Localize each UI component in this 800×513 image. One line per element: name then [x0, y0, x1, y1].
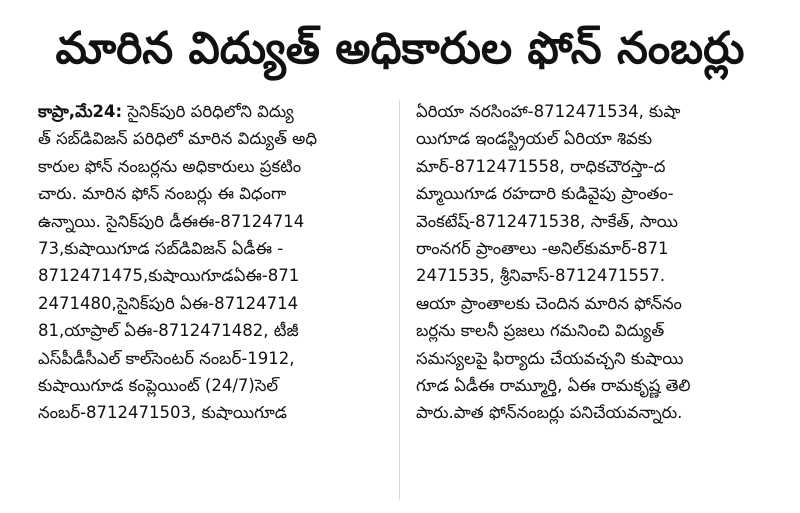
article-line: 8712471475,కుషాయిగూడఏఈ-871	[38, 266, 300, 286]
article-line	[38, 98, 383, 125]
article-line: ఆయా ప్రాంతాలకు చెందిన మారిన ఫోన్‌నం	[416, 293, 682, 313]
article-line: మ్మాయిగూడ రహదారి కుడివైపు ప్రాంతం-	[416, 184, 674, 204]
article-line: 81,యాప్రాల్‌ ఏఈ-8712471482, టీజీ	[38, 321, 299, 341]
article-line: యిగూడ ఇండస్ట్రియల్‌ ఏరియా శివకు	[416, 129, 653, 149]
article-line: నంబర్‌-8712471503, కుషాయిగూడ	[38, 403, 287, 423]
article-line: 73,కుషాయిగూడ సబ్‌డివిజన్‌ ఏడీఈ -	[38, 238, 284, 258]
article-line: ఏరియా నరసింహా-8712471534, కుషా	[416, 102, 681, 121]
article-line: బర్లను కాలనీ ప్రజలు గమనించి విద్యుత్‌	[416, 321, 665, 341]
column-divider	[399, 100, 400, 500]
article-line: కారుల ఫోన్‌ నంబర్లను అధికారులు ప్రకటిం	[38, 156, 302, 176]
article-line: వెంకటేష్‌-8712471538, సాకేత్‌, సాయి	[416, 211, 678, 231]
headline: మారిన విద్యుత్‌ అధికారుల ఫోన్‌ నంబర్లు	[55, 23, 745, 74]
article-line: ఎస్‌పీడీసీఎల్‌ కాల్‌సెంటర్‌ నంబర్‌-1912,	[38, 348, 295, 368]
article-line: 2471535, శ్రీనివాస్‌-8712471557.	[416, 266, 666, 286]
article-line-text: సైనిక్‌పురి పరిధిలోని విద్యు	[122, 102, 294, 121]
article-line: గూడ ఏడీఈ రామ్మూర్తి, ఏఈ రామకృష్ణ తెలి	[416, 375, 691, 395]
article-line: సమస్యలపై ఫిర్యాదు చేయవచ్చని కుషాయి	[416, 348, 684, 368]
article-line: కుషాయిగూడ కంప్లెయింట్‌ (24/7)సెల్‌	[38, 375, 279, 395]
dateline: కాప్రా,మే24:	[38, 102, 123, 121]
article-line: చారు. మారిన ఫోన్‌ నంబర్లు ఈ విధంగా	[38, 184, 287, 204]
article-line: పారు.పాత ఫోన్‌నంబర్లు పనిచేయవన్నారు.	[416, 403, 683, 423]
article-line: రాంనగర్‌ ప్రాంతాలు -అనిల్‌కుమార్‌-871	[416, 238, 669, 258]
article-column-right	[416, 98, 768, 503]
article-line: త్‌ సబ్‌డివిజన్‌ పరిధిలో మారిన విద్యుత్‌ అధి	[38, 129, 318, 149]
article-line: 2471480,సైనిక్‌పురి ఏఈ-87124714	[38, 293, 299, 313]
article-line: మార్‌-8712471558, రాధికచౌరస్తా-ద	[416, 156, 666, 176]
article-line: ఉన్నాయి. సైనిక్‌పురి డీఈఈ-87124714	[38, 211, 305, 231]
article-column-left	[38, 98, 383, 503]
